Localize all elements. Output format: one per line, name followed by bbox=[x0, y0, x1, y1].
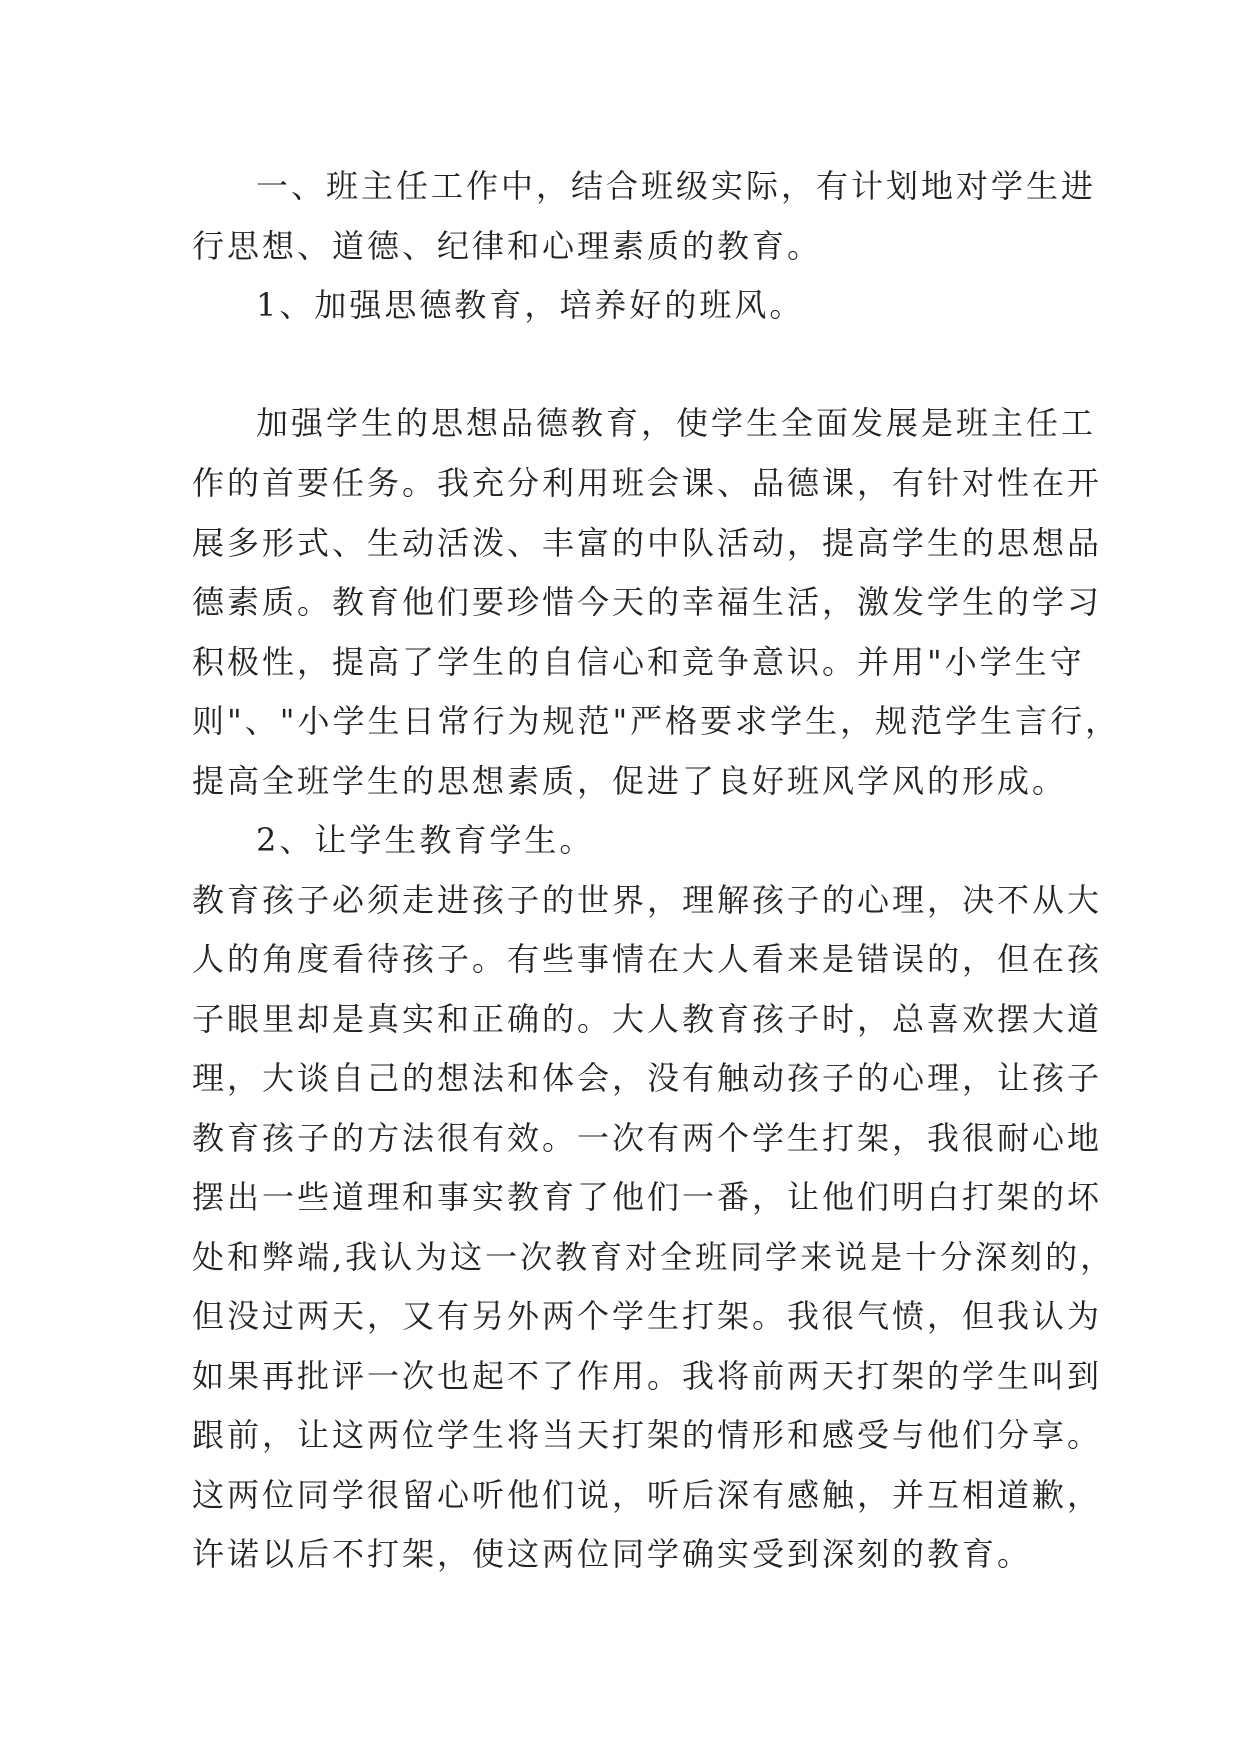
paragraph-2-line-11: 这两位同学很留心听他们说，听后深有感触，并互相道歉， bbox=[192, 1476, 1103, 1514]
paragraph-2-line-4: 理，大谈自己的想法和体会，没有触动孩子的心理，让孩子 bbox=[192, 1059, 1103, 1097]
paragraph-2-line-2: 人的角度看待孩子。有些事情在大人看来是错误的，但在孩 bbox=[192, 940, 1103, 978]
paragraph-1-line-5: 积极性，提高了学生的自信心和竞争意识。并用"小学生守 bbox=[192, 643, 1085, 681]
paragraph-2-line-10: 跟前，让这两位学生将当天打架的情形和感受与他们分享。 bbox=[192, 1416, 1103, 1454]
paragraph-2-line-12: 许诺以后不打架，使这两位同学确实受到深刻的教育。 bbox=[192, 1535, 1033, 1573]
paragraph-2-line-1: 教育孩子必须走进孩子的世界，理解孩子的心理，决不从大 bbox=[192, 881, 1103, 919]
paragraph-2-line-5: 教育孩子的方法很有效。一次有两个学生打架，我很耐心地 bbox=[192, 1119, 1103, 1157]
section-heading-line-2: 行思想、道德、纪律和心理素质的教育。 bbox=[192, 227, 823, 265]
paragraph-2-line-3: 子眼里却是真实和正确的。大人教育孩子时，总喜欢摆大道 bbox=[192, 1000, 1103, 1038]
paragraph-1-line-6: 则"、"小学生日常行为规范"严格要求学生，规范学生言行， bbox=[192, 702, 1121, 740]
paragraph-1-line-3: 展多形式、生动活泼、丰富的中队活动，提高学生的思想品 bbox=[192, 524, 1103, 562]
paragraph-2-line-8: 但没过两天，又有另外两个学生打架。我很气愤，但我认为 bbox=[192, 1297, 1103, 1335]
paragraph-1-line-7: 提高全班学生的思想素质，促进了良好班风学风的形成。 bbox=[192, 762, 1068, 800]
paragraph-2-line-6: 摆出一些道理和事实教育了他们一番，让他们明白打架的坏 bbox=[192, 1178, 1103, 1216]
paragraph-1-line-4: 德素质。教育他们要珍惜今天的幸福生活，激发学生的学习 bbox=[192, 583, 1103, 621]
paragraph-2-line-9: 如果再批评一次也起不了作用。我将前两天打架的学生叫到 bbox=[192, 1357, 1103, 1395]
section-heading-line-1: 一、班主任工作中，结合班级实际，有计划地对学生进 bbox=[256, 167, 1097, 205]
subheading-2: 2、让学生教育学生。 bbox=[256, 821, 595, 859]
paragraph-2-line-7: 处和弊端,我认为这一次教育对全班同学来说是十分深刻的， bbox=[192, 1238, 1116, 1276]
subheading-1: 1、加强思德教育，培养好的班风。 bbox=[256, 286, 805, 324]
paragraph-1-line-1: 加强学生的思想品德教育，使学生全面发展是班主任工 bbox=[256, 404, 1097, 442]
paragraph-1-line-2: 作的首要任务。我充分利用班会课、品德课，有针对性在开 bbox=[192, 464, 1103, 502]
